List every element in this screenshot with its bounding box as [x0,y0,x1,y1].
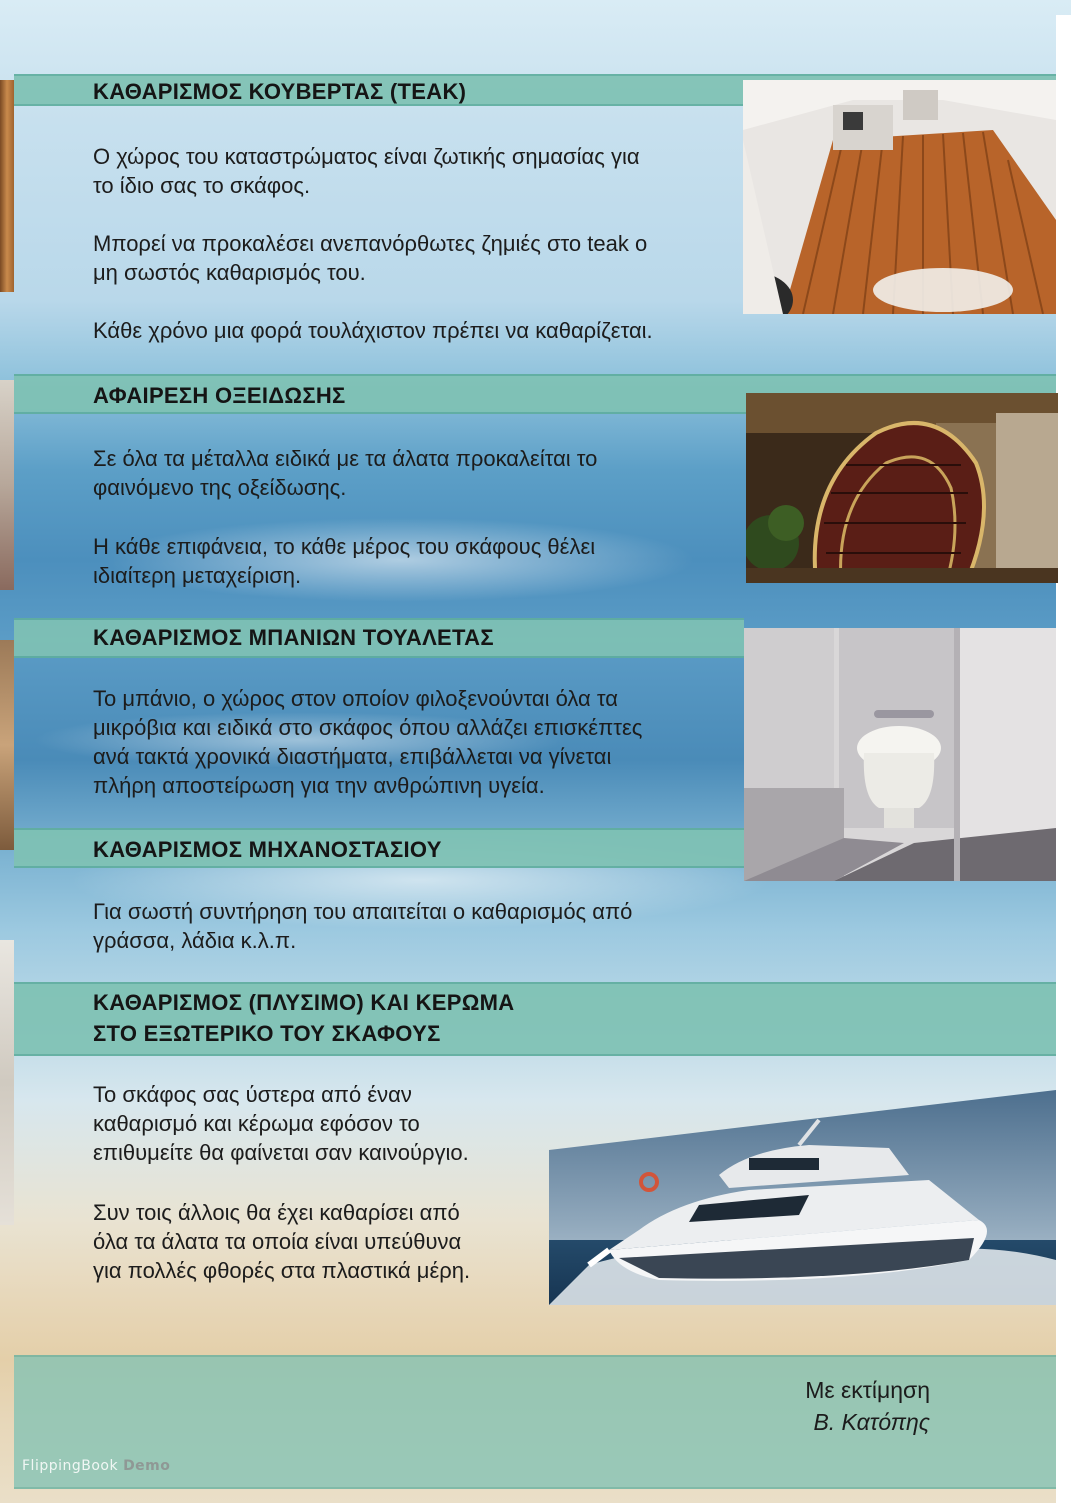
exterior-paragraph-1: Το σκάφος σας ύστερα από έναν καθαρισμό και κέρωμα εφόσον το επιθυμείτε θα φαίνεται σαν καινούργιο. [93,1082,469,1165]
section-title-oxidation: ΑΦΑΙΡΕΣΗ ΟΞΕΙΔΩΣΗΣ [93,383,346,408]
oxidation-paragraph-2: Η κάθε επιφάνεια, το κάθε μέρος του σκάφους θέλει ιδιαίτερη μεταχείριση. [93,534,596,588]
left-edge-photo-wood [0,640,14,850]
yacht-photo [549,1090,1056,1305]
section-title-bathroom: ΚΑΘΑΡΙΣΜΟΣ ΜΠΑΝΙΩΝ ΤΟΥΑΛΕΤΑΣ [93,625,494,650]
section-title-exterior: ΚΑΘΑΡΙΣΜΟΣ (ΠΛΥΣΙΜΟ) ΚΑΙ ΚΕΡΩΜΑ ΣΤΟ ΕΞΩΤΕΡΙΚΟ ΤΟΥ ΣΚΑΦΟΥΣ [93,990,515,1046]
closing-signature: Β. Κατόπης [813,1409,930,1435]
bathroom-photo [744,628,1056,881]
section-title-teak: ΚΑΘΑΡΙΣΜΟΣ ΚΟΥΒΕΡΤΑΣ (TEAK) [93,79,467,104]
staircase-photo [746,393,1058,583]
page-right-margin [1056,15,1071,1503]
watermark-demo: Demo [123,1458,171,1474]
flippingbook-watermark [22,1458,170,1474]
closing-greeting: Με εκτίμηση [805,1377,930,1403]
section-title-engine: ΚΑΘΑΡΙΣΜΟΣ ΜΗΧΑΝΟΣΤΑΣΙΟΥ [93,837,442,862]
left-edge-photo-hull [0,940,14,1225]
oxidation-paragraph-1: Σε όλα τα μέταλλα ειδικά με τα άλατα προκαλείται το φαινόμενο της οξείδωσης. [93,446,598,500]
bathroom-paragraph-1: Το μπάνιο, ο χώρος στον οποίον φιλοξενούνται όλα τα μικρόβια και ειδικά στο σκάφος όπου αλλάζει επισκέπτες ανά τακτά χρονικά διαστήματα, επιβάλλεται να γίνεται πλήρη αποστείρωση για την ανθρώπινη υγεία. [93,686,643,798]
teak-paragraph-1: Ο χώρος του καταστρώματος είναι ζωτικής σημασίας για το ίδιο σας το σκάφος. [93,144,640,198]
closing-block [760,1374,930,1438]
watermark-brand: FlippingBook [22,1458,119,1474]
teak-paragraph-3: Κάθε χρόνο μια φορά τουλάχιστον πρέπει να καθαρίζεται. [93,318,653,343]
left-edge-photo-interior [0,380,14,590]
engine-paragraph-1: Για σωστή συντήρηση του απαιτείται ο καθαρισμός από γράσσα, λάδια κ.λ.π. [93,899,633,953]
exterior-paragraph-2: Συν τοις άλλοις θα έχει καθαρίσει από όλα τα άλατα τα οποία είναι υπεύθυνα για πολλές φθορές στα πλαστικά μέρη. [93,1200,471,1283]
left-edge-photo-teak [0,80,14,292]
teak-paragraph-2: Μπορεί να προκαλέσει ανεπανόρθωτες ζημιές στο teak ο μη σωστός καθαρισμός του. [93,231,648,285]
teak-deck-photo [743,80,1056,314]
